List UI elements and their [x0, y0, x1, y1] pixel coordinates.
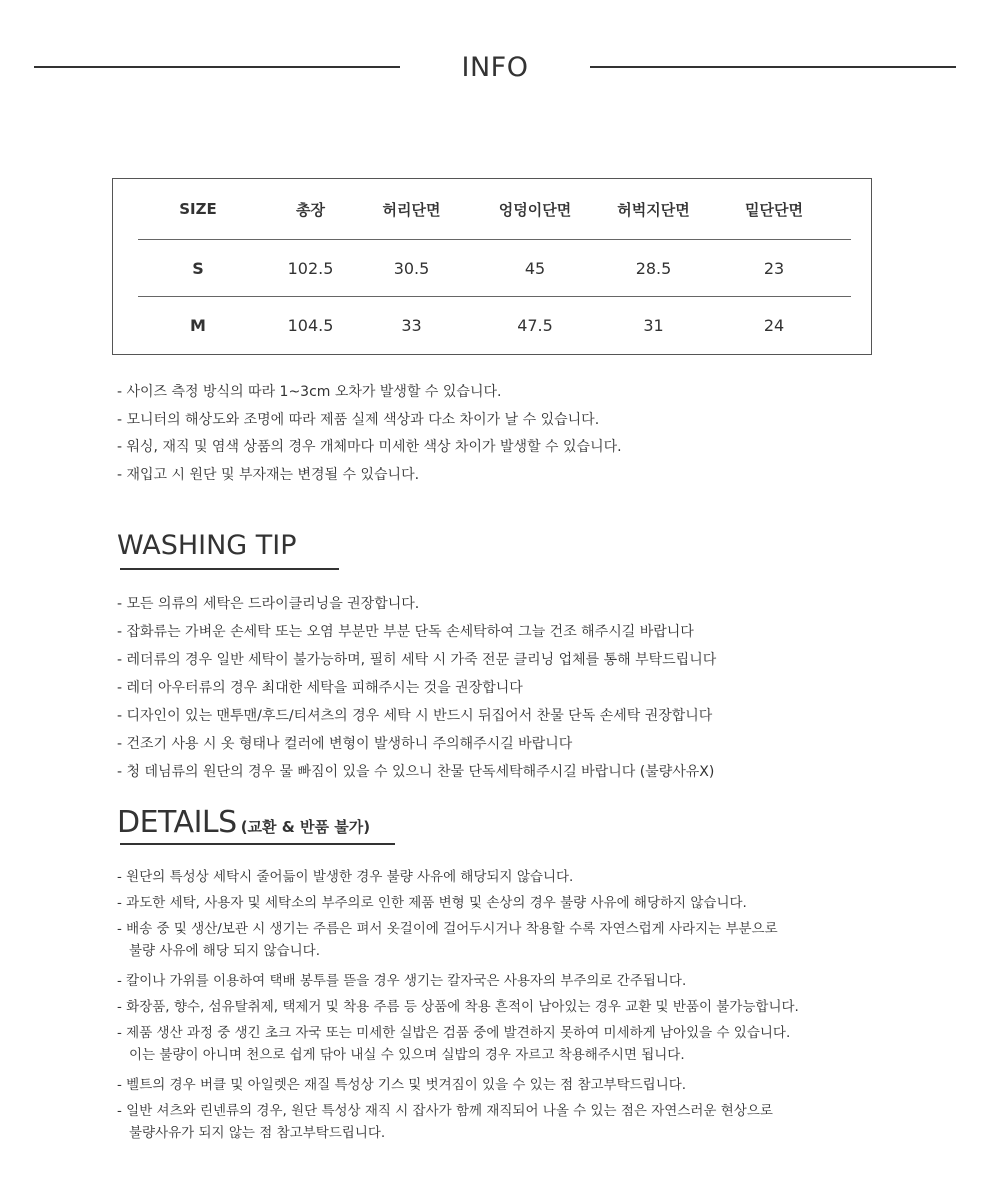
- washing-tip-title: WASHING TIP: [117, 530, 297, 561]
- list-item: [117, 866, 799, 892]
- info-divider-left: [34, 66, 400, 68]
- table-cell: 24: [763, 315, 785, 335]
- table-cell: 28.5: [610, 240, 697, 297]
- list-item: - 건조기 사용 시 옷 형태나 컬러에 변형이 발생하니 주의해주시길 바랍니다: [117, 736, 573, 752]
- list-item: [117, 996, 799, 1022]
- table-cell: 47.5: [517, 315, 553, 335]
- list-item: - 재입고 시 원단 및 부자재는 변경될 수 있습니다.: [117, 466, 420, 483]
- info-divider-right: [590, 66, 956, 68]
- list-item-continuation: 불량 사유에 해당 되지 않습니다.: [129, 943, 320, 959]
- list-item-continuation: 불량사유가 되지 않는 점 참고부탁드립니다.: [129, 1125, 386, 1141]
- list-item: [117, 1100, 799, 1152]
- table-cell: 45: [460, 240, 610, 297]
- washing-tip-underline: [120, 568, 339, 570]
- table-cell: 31: [643, 315, 664, 335]
- list-item: [117, 970, 799, 996]
- list-item: - 레더 아우터류의 경우 최대한 세탁을 피해주시는 것을 권장합니다: [117, 680, 523, 696]
- details-list: [117, 866, 799, 1152]
- table-row: [138, 240, 851, 297]
- list-item-text: - 칼이나 가위를 이용하여 택배 봉투를 뜯을 경우 생기는 칼자국은 사용자의 부주의로 간주됩니다.: [117, 973, 687, 989]
- list-item: - 워싱, 재직 및 염색 상품의 경우 개체마다 미세한 색상 차이가 발생할 수 있습니다.: [117, 439, 622, 455]
- list-item: - 사이즈 측정 방식의 따라 1~3cm 오차가 발생할 수 있습니다.: [117, 384, 502, 400]
- list-item-text: - 일반 셔츠와 린넨류의 경우, 원단 특성상 재직 시 잡사가 함께 재직되어 나올 수 있는 점은 자연스러운 현상으로: [117, 1103, 773, 1119]
- table-cell: 104.5: [287, 315, 334, 335]
- list-item: - 디자인이 있는 맨투맨/후드/티셔츠의 경우 세탁 시 반드시 뒤집어서 찬물 단독 손세탁 권장합니다: [117, 708, 713, 724]
- header-total-length: 총장: [258, 179, 363, 240]
- size-label: M: [190, 315, 206, 335]
- list-item-continuation: 이는 불량이 아니며 천으로 쉽게 닦아 내실 수 있으며 실밥의 경우 자르고 착용해주시면 됩니다.: [129, 1047, 685, 1063]
- header-waist: 허리단면: [363, 179, 460, 240]
- details-heading: [117, 805, 370, 840]
- table-cell: 102.5: [258, 240, 363, 297]
- list-item-text: - 과도한 세탁, 사용자 및 세탁소의 부주의로 인한 제품 변형 및 손상의 경우 불량 사유에 해당하지 않습니다.: [117, 895, 747, 911]
- list-item: - 모니터의 해상도와 조명에 따라 제품 실제 색상과 다소 차이가 날 수 있습니다.: [117, 411, 600, 428]
- table-row: [138, 297, 851, 354]
- table-cell: 33: [401, 315, 422, 335]
- table-cell: 30.5: [363, 240, 460, 297]
- list-item: - 잡화류는 가벼운 손세탁 또는 오염 부분만 부분 단독 손세탁하여 그늘 건조 해주시길 바랍니다: [117, 624, 694, 640]
- size-table: [138, 179, 851, 353]
- info-title: INFO: [461, 52, 529, 83]
- header-hem: 밑단단면: [697, 179, 851, 240]
- list-item: [117, 918, 799, 970]
- washing-tip-list: [117, 592, 716, 788]
- size-chart: [112, 178, 872, 355]
- list-item-text: - 제품 생산 과정 중 생긴 초크 자국 또는 미세한 실밥은 검품 중에 발견하지 못하여 미세하게 남아있을 수 있습니다.: [117, 1025, 791, 1041]
- details-title: DETAILS: [117, 805, 237, 840]
- table-cell: 23: [697, 240, 851, 297]
- list-item: [117, 1074, 799, 1100]
- details-subtitle: (교환 & 반품 불가): [240, 818, 371, 836]
- info-notes: [117, 380, 622, 490]
- header-thigh: 허벅지단면: [610, 179, 697, 240]
- list-item-text: - 원단의 특성상 세탁시 줄어듦이 발생한 경우 불량 사유에 해당되지 않습니다.: [117, 869, 574, 885]
- list-item: [117, 892, 799, 918]
- header-hip: 엉덩이단면: [460, 179, 610, 240]
- size-label: S: [138, 240, 258, 297]
- list-item: - 레더류의 경우 일반 세탁이 불가능하며, 필히 세탁 시 가죽 전문 클리닝 업체를 통해 부탁드립니다: [117, 652, 717, 668]
- list-item: - 청 데님류의 원단의 경우 물 빠짐이 있을 수 있으니 찬물 단독세탁해주시길 바랍니다 (불량사유X): [117, 764, 715, 780]
- header-size: SIZE: [138, 179, 258, 240]
- list-item: - 모든 의류의 세탁은 드라이클리닝을 권장합니다.: [117, 596, 420, 612]
- list-item-text: - 배송 중 및 생산/보관 시 생기는 주름은 펴서 옷걸이에 걸어두시거나 착용할 수록 자연스럽게 사라지는 부분으로: [117, 921, 778, 937]
- details-underline: [120, 843, 395, 845]
- list-item-text: - 벨트의 경우 버클 및 아일렛은 재질 특성상 기스 및 벗겨짐이 있을 수 있는 점 참고부탁드립니다.: [117, 1077, 687, 1093]
- list-item: [117, 1022, 799, 1074]
- list-item-text: - 화장품, 향수, 섬유탈취제, 택제거 및 착용 주름 등 상품에 착용 흔적이 남아있는 경우 교환 및 반품이 불가능합니다.: [117, 999, 799, 1015]
- size-table-header: [138, 179, 851, 240]
